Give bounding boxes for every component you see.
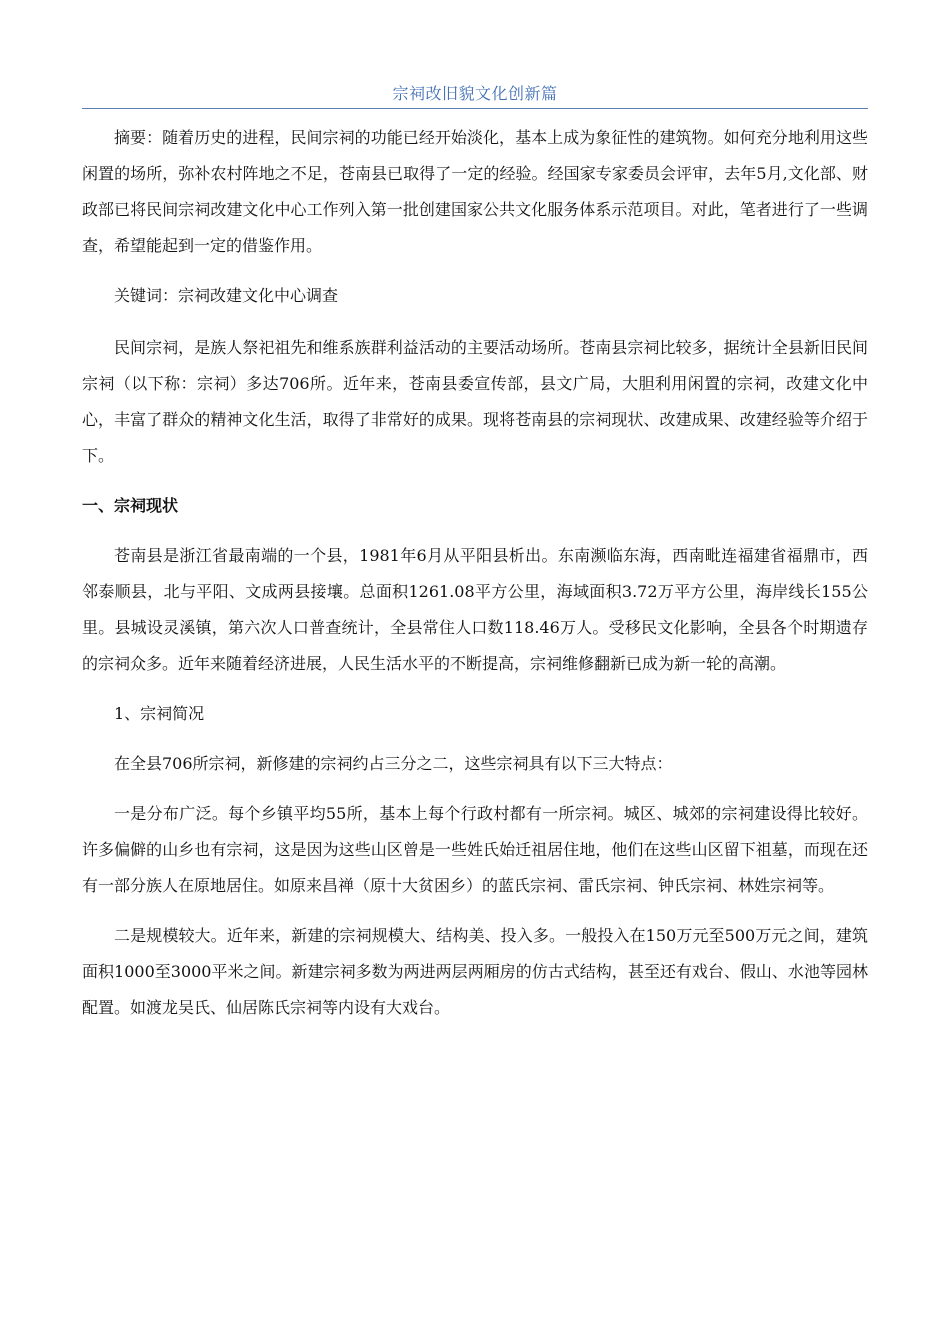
document-body — [82, 120, 868, 1040]
point-paragraph-2: 二是规模较大。近年来，新建的宗祠规模大、结构美、投入多。一般投入在150万元至500万元之间，建筑面积1000至3000平米之间。新建宗祠多数为两进两层两厢房的仿古式结构，甚至还有戏台、假山、水池等园林配置。如渡龙吴氏、仙居陈氏宗祠等内设有大戏台。 — [82, 926, 868, 1017]
abstract-paragraph: 摘要：随着历史的进程，民间宗祠的功能已经开始淡化，基本上成为象征性的建筑物。如何充分地利用这些闲置的场所，弥补农村阵地之不足，苍南县已取得了一定的经验。经国家专家委员会评审，去年5月,文化部、财政部已将民间宗祠改建文化中心工作列入第一批创建国家公共文化服务体系示范项目。对此，笔者进行了一些调查，希望能起到一定的借鉴作用。 — [82, 128, 868, 255]
document-title: 宗祠改旧貌文化创新篇 — [392, 84, 558, 103]
summary-paragraph: 在全县706所宗祠，新修建的宗祠约占三分之二，这些宗祠具有以下三大特点： — [114, 754, 673, 773]
subsection-heading: 1、宗祠简况 — [114, 704, 205, 723]
section-body-paragraph: 苍南县是浙江省最南端的一个县，1981年6月从平阳县析出。东南濒临东海，西南毗连福建省福鼎市，西邻泰顺县，北与平阳、文成两县接壤。总面积1261.08平方公里，海域面积3.72万平方公里，海岸线长155公里。县城设灵溪镇，第六次人口普查统计，全县常住人口数118.46万人。受移民文化影响，全县各个时期遗存的宗祠众多。近年来随着经济进展，人民生活水平的不断提高，宗祠维修翻新已成为新一轮的高潮。 — [82, 546, 868, 673]
keywords-paragraph: 关键词：宗祠改建文化中心调查 — [114, 286, 339, 305]
page-header — [82, 80, 868, 109]
section-heading: 一、宗祠现状 — [82, 496, 179, 515]
intro-paragraph: 民间宗祠，是族人祭祀祖先和维系族群利益活动的主要活动场所。苍南县宗祠比较多，据统计全县新旧民间宗祠（以下称：宗祠）多达706所。近年来，苍南县委宣传部，县文广局，大胆利用闲置的宗祠，改建文化中心，丰富了群众的精神文化生活，取得了非常好的成果。现将苍南县的宗祠现状、改建成果、改建经验等介绍于下。 — [82, 338, 868, 465]
point-paragraph-1: 一是分布广泛。每个乡镇平均55所，基本上每个行政村都有一所宗祠。城区、城郊的宗祠建设得比较好。许多偏僻的山乡也有宗祠，这是因为这些山区曾是一些姓氏始迁祖居住地，他们在这些山区留下祖墓，而现在还有一部分族人在原地居住。如原来昌禅（原十大贫困乡）的蓝氏宗祠、雷氏宗祠、钟氏宗祠、林姓宗祠等。 — [82, 804, 868, 895]
